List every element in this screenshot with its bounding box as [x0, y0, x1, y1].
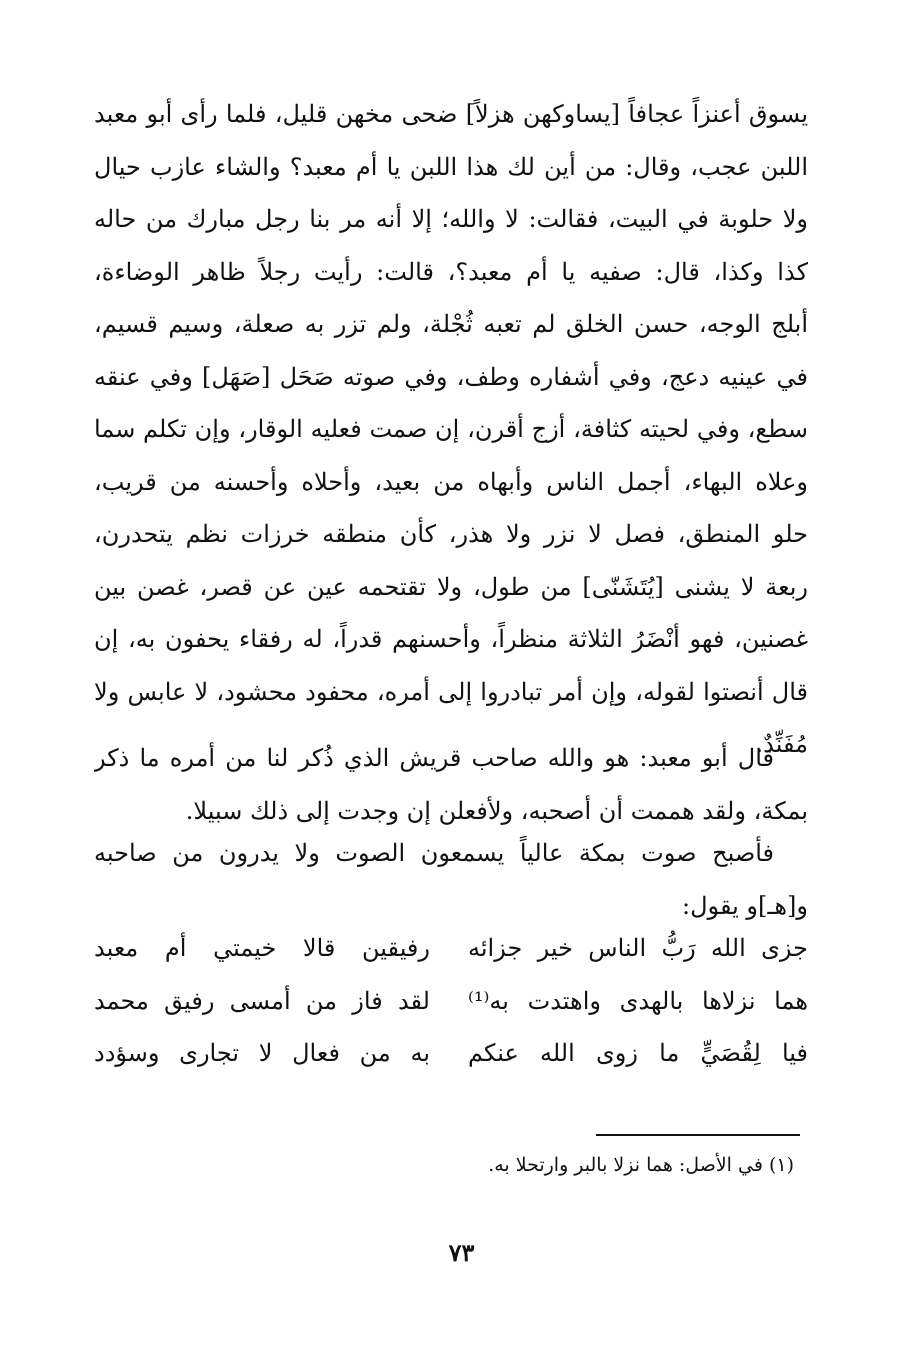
text-line: غصنين، فهو أنْضَرُ الثلاثة منظراً، وأحسنهم قدراً، له رفقاء يحفون به، إن: [94, 625, 808, 653]
text-line: في عينيه دعج، وفي أشفاره وطف، وفي صوته صَحَل [صَهَل] وفي عنقه: [94, 362, 808, 391]
text-line: يسوق أعنزاً عجافاً [يساوكهن هزلاً] ضحى مخهن قليل، فلما رأى أبو معبد: [94, 100, 808, 128]
poem-verse: [94, 1027, 808, 1080]
text-line: حلو المنطق، فصل لا نزر ولا هذر، كأن منطقه خرزات نظم يتحدرن،: [94, 520, 808, 548]
text-line: بمكة، ولقد هممت أن أصحبه، ولأفعلن إن وجدت إلى ذلك سبيلا.: [185, 796, 808, 825]
verse-first-hemistich: فيا لِقُصَيٍّ ما زوى الله عنكم: [468, 1039, 808, 1067]
page-number: ٧٣: [448, 1238, 475, 1267]
text-line: كذا وكذا، قال: صفيه يا أم معبد؟، قالت: رأيت رجلاً ظاهر الوضاءة،: [94, 257, 808, 286]
poem-verse: [94, 922, 808, 975]
text-line: اللبن عجب، وقال: من أين لك هذا اللبن يا أم معبد؟ والشاء عازب حيال: [94, 152, 808, 181]
footnote: (١) في الأصل: هما نزلا بالبر وارتحلا به.: [488, 1154, 794, 1176]
text-line: قال أنصتوا لقوله، وإن أمر تبادروا إلى أمره، محفود محشود، لا عابس ولا: [94, 677, 808, 706]
paragraph-description: [94, 88, 808, 771]
poem-verse: [94, 975, 808, 1028]
poem: [94, 922, 808, 1080]
text-line: ربعة لا يشنى [يُتَشَنّى] من طول، ولا تقتحمه عين عن قصر، غصن بين: [94, 572, 808, 601]
paragraph-voice: [94, 827, 808, 932]
text-line: فأصبح صوت بمكة عالياً يسمعون الصوت ولا يدرون من صاحبه: [94, 839, 774, 867]
verse-second-hemistich: به من فعال لا تجارى وسؤدد: [94, 1039, 430, 1067]
verse-second-hemistich: لقد فاز من أمسى رفيق محمد: [94, 986, 430, 1015]
text-line: وعلاه البهاء، أجمل الناس وأبهاه من بعيد، وأحلاه وأحسنه من قريب،: [94, 467, 808, 496]
paragraph-abu-mabad: [94, 732, 808, 837]
verse-second-hemistich: رفيقين قالا خيمتي أم معبد: [94, 934, 430, 962]
text-line: سطع، وفي لحيته كثافة، أزج أقرن، إن صمت فعليه الوقار، وإن تكلم سما: [94, 415, 808, 443]
verse-first-hemistich: هما نزلاها بالهدى واهتدت به⁽¹⁾: [468, 986, 808, 1015]
text-line: ولا حلوبة في البيت، فقالت: لا والله؛ إلا أنه مر بنا رجل مبارك من حاله: [94, 205, 808, 233]
text-line: أبلج الوجه، حسن الخلق لم تعبه ثُجْلة، ولم تزر به صعلة، وسيم قسيم،: [94, 310, 808, 338]
text-line: مُفَنِّدٌ.: [755, 730, 808, 758]
verse-first-hemistich: جزى الله رَبُّ الناس خير جزائه: [468, 934, 808, 962]
footnote-divider: [596, 1134, 800, 1136]
text-line: قال أبو معبد: هو والله صاحب قريش الذي ذُكر لنا من أمره ما ذكر: [94, 744, 774, 772]
text-line: و[هـ]و يقول:: [682, 891, 808, 920]
